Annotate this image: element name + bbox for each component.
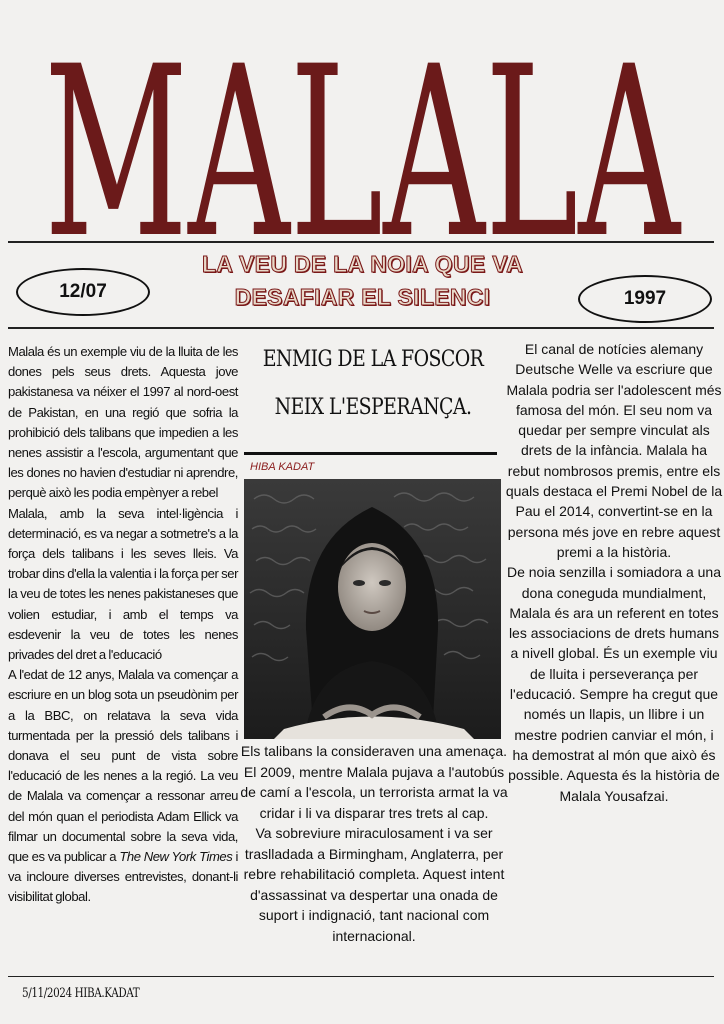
masthead-title-svg bbox=[0, 6, 724, 242]
article-headline bbox=[262, 336, 484, 432]
portrait-photo bbox=[244, 479, 501, 739]
date-left: 12/07 bbox=[59, 281, 107, 302]
middle-column bbox=[240, 741, 508, 946]
left-paragraph-3-end: i va incloure diverses entrevistes, donant-li visibilitat global. bbox=[8, 849, 238, 905]
top-divider bbox=[8, 241, 714, 243]
newspaper-name: The New York Times bbox=[119, 849, 233, 865]
middle-paragraph-2: Va sobreviure miraculosament i va ser traslladada a Birmingham, Anglaterra, per rebre rehabilitació completa. Aquest intent d'assassinat va despertar una onada de suport i indignació, tant nacional com internacional. bbox=[243, 825, 505, 944]
right-paragraph-1: El canal de notícies alemany Deutsche Welle va escriure que Malala podria ser l'adolescent més famosa del món. El seu nom va quedar per sempre vinculat als drets de la infància. Malala ha rebut nombrosos premis, entre els quals destaca el Premi Nobel de la Pau el 2014, convertint-se en la persona més jove en rebre aquest premi a la història. bbox=[505, 341, 723, 560]
footer-divider bbox=[8, 976, 714, 977]
headline-line-1: ENMIG DE LA FOSCOR bbox=[262, 347, 484, 372]
byline: HIBA KADAT bbox=[250, 461, 315, 473]
subtitle-line-1: LA VEU DE LA NOIA QUE VA bbox=[201, 251, 524, 277]
left-paragraph-3-start: A l'edat de 12 anys, Malala va començar a escriure en un blog sota un pseudònim per a la BBC, on relatava la seva vida turmentada per la pressió dels talibans i donava el seu punt de vista sobre l'educació de les nenes a la regió. La veu de Malala va començar a ressonar arreu del món quan el periodista Adam Ellick va filmar un documental sobre la seva vida, que es va publicar a bbox=[8, 667, 238, 865]
left-paragraph-3 bbox=[8, 665, 238, 907]
left-paragraph-1: Malala és un exemple viu de la lluita de les dones pels seus drets. Aquesta jove pakistanesa va néixer el 1997 al nord-oest de Pakistan, en una regió que sofria la prohibició dels talibans que impedien a les nenes assistir a l'escola, argumentant que les dones no havien d'estudiar ni aprendre, perquè això les podia empènyer a rebel bbox=[8, 344, 238, 501]
date-oval-left bbox=[16, 268, 150, 316]
masthead bbox=[0, 6, 724, 242]
headline-underline bbox=[244, 452, 497, 455]
subtitle-line-2: DESAFIAR EL SILENCI bbox=[234, 284, 491, 310]
date-right: 1997 bbox=[623, 288, 667, 309]
date-oval-right bbox=[578, 275, 712, 323]
left-paragraph-2: Malala, amb la seva intel·ligència i determinació, es va negar a sotmetre's a la força dels talibans i les seves lleis. Va trobar dins d'ella la valentia i la força per ser la veu de totes les nenes pakistaneses que volien estudiar, i amb el temps va esdevenir la veu de totes les nenes privades del dret a l'educació bbox=[8, 505, 238, 663]
subtitle bbox=[195, 248, 530, 314]
left-column bbox=[8, 342, 238, 908]
footer-date-author: 5/11/2024 HIBA.KADAT bbox=[22, 986, 140, 1001]
right-column bbox=[505, 339, 723, 806]
headline-line-2: NEIX L'ESPERANÇA. bbox=[274, 395, 472, 420]
header-divider bbox=[8, 327, 714, 329]
middle-paragraph-1: Els talibans la consideraven una amenaça. El 2009, mentre Malala pujava a l'autobús de camí a l'escola, un terrorista armat la va cridar i li va disparar tres trets al cap. bbox=[240, 743, 508, 821]
masthead-title: MALALA bbox=[44, 17, 682, 242]
portrait-illustration bbox=[244, 479, 501, 739]
right-paragraph-2: De noia senzilla i somiadora a una dona coneguda mundialment, Malala és ara un referent en totes les associacions de drets humans a nivell global. És un exemple viu de lluita i perseverança per l'educació. Sempre ha cregut que només un llapis, un llibre i un mestre podrien canviar el món, i ha demostrat al món que això és possible. Aquesta és la història de Malala Yousafzai. bbox=[506, 564, 721, 804]
